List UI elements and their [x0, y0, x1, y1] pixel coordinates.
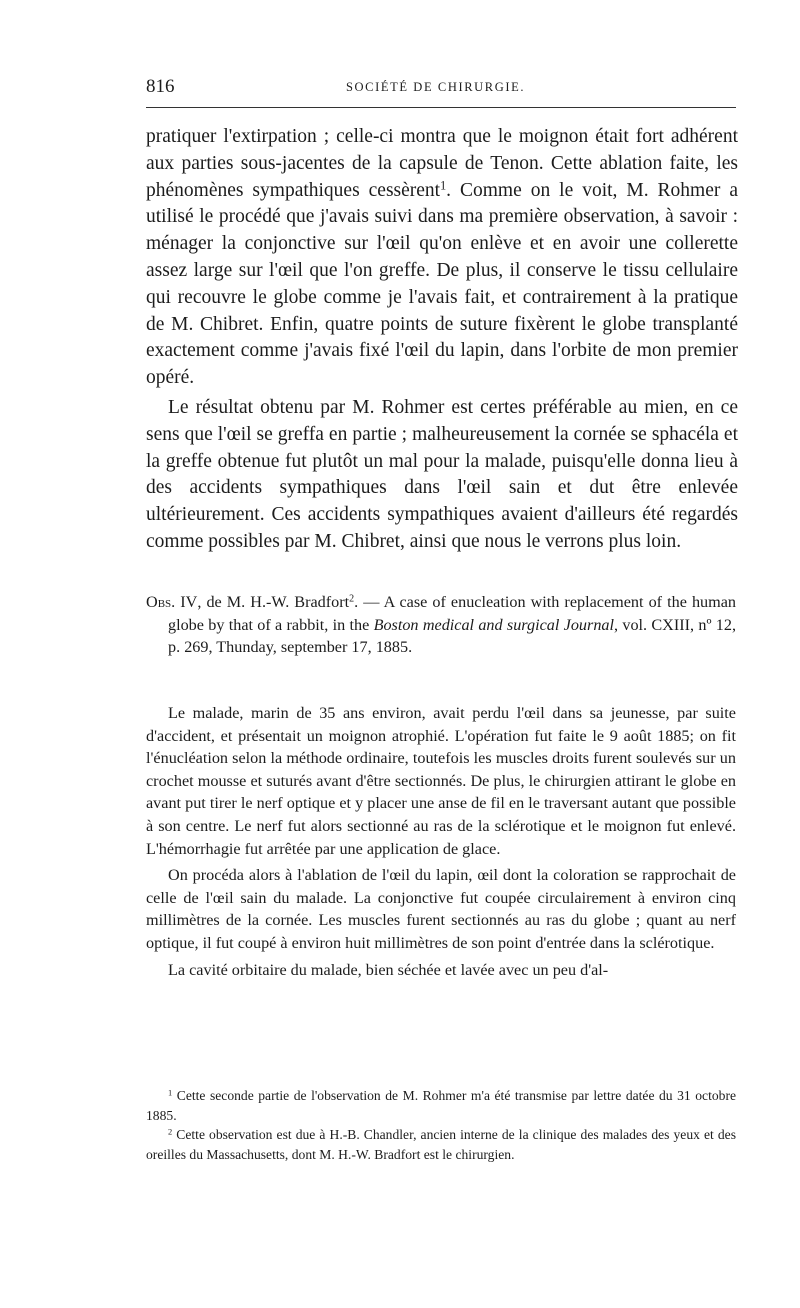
- observation-text: [146, 702, 736, 985]
- paragraph-2: Le résultat obtenu par M. Rohmer est certes préférable au mien, en ce sens que l'œil se greffa en partie ; malheureusement la cornée se sphacéla et la greffe obtenue fut plutôt un mal pour la malade, puisqu'elle donna lieu à des accidents sympathiques dans l'œil sain et dut être enlevée ultérieurement. Ces accidents sympathiques avaient d'ailleurs été regardés comme possibles par M. Chibret, ainsi que nous le verrons plus loin.: [146, 396, 738, 552]
- running-title: SOCIÉTÉ DE CHIRURGIE.: [346, 80, 526, 94]
- footnote-2: $^2$ Cette observation est due à H.-B. Chandler, ancien interne de la clinique des malades des yeux et des oreilles du Massachusetts, dont M. H.-W. Bradfort est le chirurgien.: [146, 1126, 736, 1162]
- small-paragraph-2: On procéda alors à l'ablation de l'œil du lapin, œil dont la coloration se rapprochait de celle de l'œil sain du malade. La conjonctive fut coupée circulairement à environ cinq millimètres de la cornée. Les muscles furent sectionnés au ras du globe ; quant au nerf optique, il fut coupé à environ huit millimètres de son point d'entrée dans la sclérotique.: [146, 866, 736, 952]
- small-paragraph-3: La cavité orbitaire du malade, bien séchée et lavée avec un peu d'al-: [168, 960, 609, 979]
- page-header: [146, 74, 736, 104]
- paragraph-1: pratiquer l'extirpation ; celle-ci montra que le moignon était fort adhérent aux parties sous-jacentes de la capsule de Tenon. Cette ablation faite, les phénomènes sympathiques cessèrent$^1$. Comme on le voit, M. Rohmer a utilisé le procédé que j'avais suivi dans ma première observation, à savoir : ménager la conjonctive sur l'œil qu'on enlève et en avoir une collerette assez large sur l'œil que l'on greffe. De plus, il conserve le tissu cellulaire qui recouvre le globe comme je l'avais fait, et contrairement à la pratique de M. Chibret. Enfin, quatre points de suture fixèrent le globe transplanté exactement comme j'avais fixé l'œil du lapin, dans l'orbite de mon premier opéré.: [146, 126, 738, 389]
- journal-title: Boston medical and surgical Journal: [373, 615, 615, 634]
- header-rule: [146, 107, 736, 108]
- observation-label: Obs. IV: [146, 593, 198, 611]
- main-text: [146, 124, 738, 559]
- footnote-ref-1: 1: [440, 177, 447, 192]
- observation-heading: Obs. IV, de M. H.-W. Bradfort$^2$. — A case of enucleation with replacement of the human globe by that of a rabbit, in the Boston medical and surgical Journal, vol. CXIII, nº 12, p. 269, Thunday, september 17, 1885.: [146, 593, 737, 657]
- footnotes: [146, 1086, 736, 1164]
- small-paragraph-1: Le malade, marin de 35 ans environ, avait perdu l'œil dans sa jeunesse, par suite d'accident, et présentait un moignon atrophié. L'opération fut faite le 9 août 1885; on fit l'énucléation selon la méthode ordinaire, toutefois les muscles droits furent soulevés sur un crochet mousse et suturés avant d'être sectionnés. De plus, le chirurgien attirant le globe en avant put tirer le nerf optique et y placer une anse de fil en le traversant autant que possible à son centre. Le nerf fut alors sectionné au ras de la sclérotique et le moignon fut enlevé. L'hémorrhagie fut arrêtée par une application de glace.: [146, 704, 736, 858]
- page-number: 816: [146, 76, 175, 97]
- footnote-ref-2: 2: [349, 593, 355, 605]
- footnote-1: $^1$ Cette seconde partie de l'observation de M. Rohmer m'a été transmise par lettre datée du 31 octobre 1885.: [146, 1087, 737, 1123]
